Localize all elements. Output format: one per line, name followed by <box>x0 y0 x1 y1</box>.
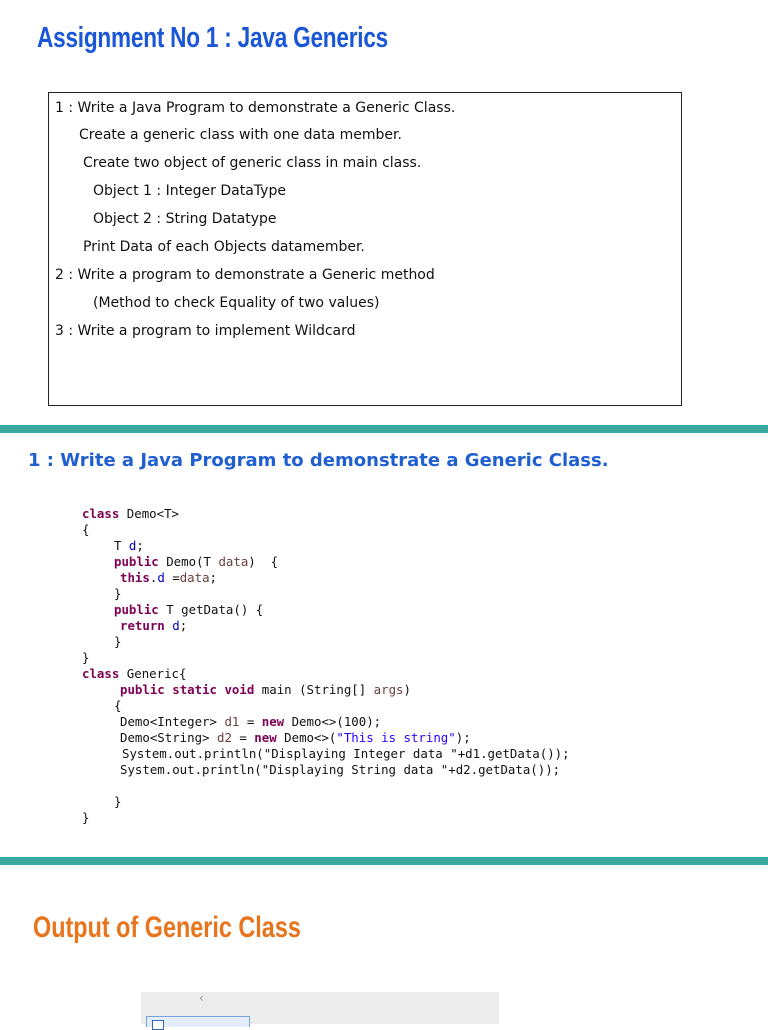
code-text: } <box>114 586 122 601</box>
code-line <box>82 666 186 682</box>
assignment-line: (Method to check Equality of two values) <box>93 295 380 311</box>
code-text: ) <box>403 682 411 697</box>
code-line <box>82 522 89 538</box>
code-line <box>82 650 89 666</box>
code-text: ); <box>455 730 471 745</box>
code-text: } <box>114 794 122 809</box>
chevron-left-icon: ‹ <box>199 991 204 1005</box>
code-line <box>114 634 121 650</box>
code-text: System.out.println("Displaying Integer data "+d1.getData()); <box>122 746 570 761</box>
assignment-box <box>48 92 682 406</box>
code-text: } <box>114 634 122 649</box>
code-text: { <box>114 698 122 713</box>
code-line <box>120 714 381 730</box>
code-text: { <box>82 522 90 537</box>
code-text: ; <box>136 538 144 553</box>
code-field: d <box>128 538 137 553</box>
code-keyword: public <box>114 602 159 617</box>
code-field: d <box>157 570 165 585</box>
code-text: ; <box>179 618 188 633</box>
code-text: = <box>239 714 262 729</box>
code-keyword: new <box>261 714 285 729</box>
output-screenshot <box>141 992 499 1024</box>
code-line <box>114 586 121 602</box>
code-keyword: void <box>224 682 255 697</box>
code-text: = <box>231 730 255 745</box>
code-line <box>114 554 278 570</box>
code-text: main (String[] <box>254 682 374 697</box>
code-line <box>120 762 560 778</box>
code-line <box>120 682 411 698</box>
code-param: data <box>218 554 249 569</box>
code-keyword: new <box>254 730 277 745</box>
code-text: Demo(T <box>158 554 219 569</box>
section-heading: 1 : Write a Java Program to demonstrate a Generic Class. <box>28 450 609 471</box>
assignment-line: Object 2 : String Datatype <box>93 211 277 227</box>
code-keyword: class <box>82 506 120 521</box>
code-text: Demo<>( <box>276 730 337 745</box>
code-text: Demo<>(100); <box>284 714 382 729</box>
code-text: Demo<Integer> <box>120 714 225 729</box>
code-line <box>120 730 471 746</box>
code-text: T getData() { <box>158 602 264 617</box>
code-line <box>114 538 144 554</box>
assignment-line: 1 : Write a Java Program to demonstrate a Generic Class. <box>55 100 456 116</box>
assignment-line: Print Data of each Objects datamember. <box>83 239 365 255</box>
code-line <box>120 570 217 586</box>
code-string: "This is string" <box>336 730 456 745</box>
code-text: ) { <box>248 554 279 569</box>
assignment-line: 3 : Write a program to implement Wildcard <box>55 323 356 339</box>
code-text: Demo<String> <box>120 730 217 745</box>
assignment-line: 2 : Write a program to demonstrate a Generic method <box>55 267 435 283</box>
code-var: d2 <box>216 730 232 745</box>
code-keyword: static <box>172 682 217 697</box>
code-text: T <box>114 538 129 553</box>
assignment-line: Object 1 : Integer DataType <box>93 183 286 199</box>
section-divider <box>0 857 768 865</box>
code-text: } <box>82 650 90 665</box>
page-title: Assignment No 1 : Java Generics <box>37 22 389 54</box>
code-text: = <box>164 570 180 585</box>
output-title: Output of Generic Class <box>33 911 301 944</box>
code-keyword: this <box>120 570 150 585</box>
code-text: System.out.println("Displaying String data "+d2.getData()); <box>120 762 561 777</box>
code-keyword: public <box>114 554 159 569</box>
code-param: data <box>179 570 210 585</box>
code-text: Generic{ <box>119 666 187 681</box>
code-text: } <box>82 810 90 825</box>
code-param: args <box>373 682 404 697</box>
assignment-line: Create two object of generic class in main class. <box>83 155 422 171</box>
code-line <box>114 602 263 618</box>
code-line <box>122 746 570 762</box>
code-line <box>114 698 121 714</box>
code-line <box>120 618 187 634</box>
code-line <box>82 810 89 826</box>
code-text: . <box>149 570 158 585</box>
code-keyword: return <box>120 618 165 633</box>
code-text: Demo<T> <box>119 506 179 521</box>
section-divider <box>0 425 768 433</box>
code-keyword: public <box>120 682 165 697</box>
code-field: d <box>172 618 180 633</box>
console-icon <box>152 1020 164 1030</box>
code-keyword: class <box>82 666 120 681</box>
assignment-line: Create a generic class with one data member. <box>79 127 402 143</box>
code-line <box>114 794 121 810</box>
code-var: d1 <box>224 714 240 729</box>
code-line <box>82 506 179 522</box>
code-text: ; <box>209 570 218 585</box>
